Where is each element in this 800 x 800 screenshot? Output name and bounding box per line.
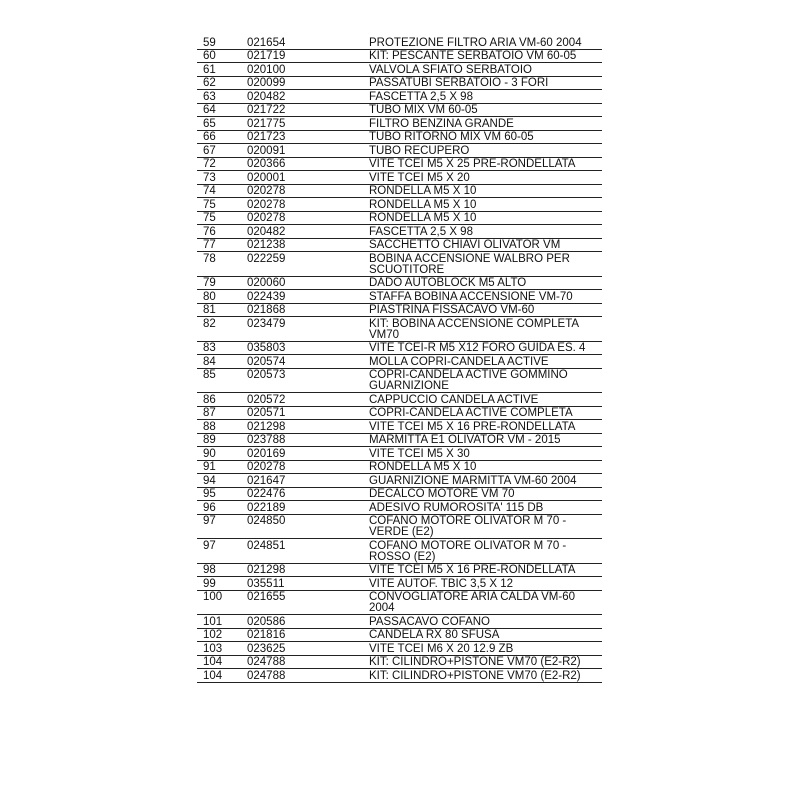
table-row: [197, 368, 602, 393]
table-row: [197, 577, 602, 591]
table-row: [197, 49, 602, 63]
part-description: RONDELLA M5 X 10: [365, 211, 602, 225]
part-description: FASCETTA 2,5 X 98: [365, 225, 602, 239]
part-number: 76: [197, 225, 245, 239]
part-description: KIT: PESCANTE SERBATOIO VM 60-05: [365, 49, 602, 63]
part-code: 020001: [245, 171, 365, 185]
table-row: [197, 184, 602, 198]
part-code: 024788: [245, 669, 365, 683]
table-row: [197, 144, 602, 158]
part-number: 94: [197, 474, 245, 488]
part-code: 020278: [245, 460, 365, 474]
part-number: 104: [197, 669, 245, 683]
part-code: 021655: [245, 590, 365, 615]
table-row: [197, 590, 602, 615]
part-number: 84: [197, 355, 245, 369]
part-number: 95: [197, 487, 245, 501]
part-description: PROTEZIONE FILTRO ARIA VM-60 2004: [365, 36, 602, 49]
part-number: 104: [197, 655, 245, 669]
part-number: 78: [197, 252, 245, 277]
part-code: 021816: [245, 628, 365, 642]
part-code: 021654: [245, 36, 365, 49]
parts-table-body: [197, 36, 602, 682]
part-number: 80: [197, 290, 245, 304]
part-description: KIT: CILINDRO+PISTONE VM70 (E2-R2): [365, 655, 602, 669]
part-code: 022189: [245, 501, 365, 515]
table-row: [197, 63, 602, 77]
part-number: 63: [197, 90, 245, 104]
part-number: 75: [197, 211, 245, 225]
part-description: RONDELLA M5 X 10: [365, 460, 602, 474]
part-code: 021298: [245, 420, 365, 434]
part-code: 035511: [245, 577, 365, 591]
part-number: 81: [197, 303, 245, 317]
part-number: 74: [197, 184, 245, 198]
part-code: 020482: [245, 225, 365, 239]
part-description: COPRI-CANDELA ACTIVE COMPLETA: [365, 406, 602, 420]
part-description: TUBO MIX VM 60-05: [365, 103, 602, 117]
part-code: 020060: [245, 276, 365, 290]
part-number: 103: [197, 642, 245, 656]
parts-table: [197, 36, 602, 683]
part-number: 96: [197, 501, 245, 515]
part-description: COPRI-CANDELA ACTIVE GOMMINO GUARNIZIONE: [365, 368, 602, 393]
part-description: PASSATUBI SERBATOIO - 3 FORI: [365, 76, 602, 90]
part-code: 023479: [245, 317, 365, 342]
part-description: VITE AUTOF. TBIC 3,5 X 12: [365, 577, 602, 591]
part-number: 72: [197, 157, 245, 171]
part-code: 022439: [245, 290, 365, 304]
part-code: 020099: [245, 76, 365, 90]
part-description: VITE TCEI M5 X 16 PRE-RONDELLATA: [365, 420, 602, 434]
part-description: COFANO MOTORE OLIVATOR M 70 - ROSSO (E2): [365, 539, 602, 564]
table-row: [197, 171, 602, 185]
part-description: PIASTRINA FISSACAVO VM-60: [365, 303, 602, 317]
part-number: 67: [197, 144, 245, 158]
part-description: CAPPUCCIO CANDELA ACTIVE: [365, 393, 602, 407]
part-code: 021298: [245, 563, 365, 577]
part-code: 021723: [245, 130, 365, 144]
part-description: VITE TCEI M6 X 20 12.9 ZB: [365, 642, 602, 656]
part-description: STAFFA BOBINA ACCENSIONE VM-70: [365, 290, 602, 304]
part-number: 83: [197, 341, 245, 355]
part-code: 022476: [245, 487, 365, 501]
part-number: 66: [197, 130, 245, 144]
table-row: [197, 90, 602, 104]
part-description: VITE TCEI-R M5 X12 FORO GUIDA ES. 4: [365, 341, 602, 355]
table-row: [197, 290, 602, 304]
part-number: 79: [197, 276, 245, 290]
part-code: 024850: [245, 514, 365, 539]
part-number: 61: [197, 63, 245, 77]
table-row: [197, 628, 602, 642]
part-description: VITE TCEI M5 X 16 PRE-RONDELLATA: [365, 563, 602, 577]
part-description: SACCHETTO CHIAVI OLIVATOR VM: [365, 238, 602, 252]
part-number: 97: [197, 514, 245, 539]
part-code: 020100: [245, 63, 365, 77]
table-row: [197, 317, 602, 342]
table-row: [197, 103, 602, 117]
table-row: [197, 276, 602, 290]
part-number: 100: [197, 590, 245, 615]
table-row: [197, 393, 602, 407]
part-number: 85: [197, 368, 245, 393]
table-row: [197, 211, 602, 225]
part-description: CONVOGLIATORE ARIA CALDA VM-60 2004: [365, 590, 602, 615]
part-description: ADESIVO RUMOROSITA' 115 DB: [365, 501, 602, 515]
table-row: [197, 487, 602, 501]
part-code: 020574: [245, 355, 365, 369]
part-code: 021719: [245, 49, 365, 63]
table-row: [197, 36, 602, 49]
table-row: [197, 669, 602, 683]
table-row: [197, 642, 602, 656]
part-code: 020366: [245, 157, 365, 171]
part-number: 99: [197, 577, 245, 591]
table-row: [197, 355, 602, 369]
part-code: 021775: [245, 117, 365, 131]
table-row: [197, 117, 602, 131]
table-row: [197, 501, 602, 515]
part-description: TUBO RITORNO MIX VM 60-05: [365, 130, 602, 144]
table-row: [197, 130, 602, 144]
part-number: 97: [197, 539, 245, 564]
part-description: TUBO RECUPERO: [365, 144, 602, 158]
table-row: [197, 420, 602, 434]
part-code: 023788: [245, 433, 365, 447]
table-row: [197, 341, 602, 355]
part-description: KIT: CILINDRO+PISTONE VM70 (E2-R2): [365, 669, 602, 683]
part-description: MARMITTA E1 OLIVATOR VM - 2015: [365, 433, 602, 447]
part-description: KIT: BOBINA ACCENSIONE COMPLETA VM70: [365, 317, 602, 342]
table-row: [197, 238, 602, 252]
part-number: 98: [197, 563, 245, 577]
part-code: 021238: [245, 238, 365, 252]
part-description: RONDELLA M5 X 10: [365, 184, 602, 198]
table-row: [197, 157, 602, 171]
table-row: [197, 447, 602, 461]
table-row: [197, 76, 602, 90]
part-code: 020571: [245, 406, 365, 420]
part-description: VALVOLA SFIATO SERBATOIO: [365, 63, 602, 77]
table-row: [197, 460, 602, 474]
part-description: FILTRO BENZINA GRANDE: [365, 117, 602, 131]
part-number: 82: [197, 317, 245, 342]
part-number: 101: [197, 615, 245, 629]
part-number: 87: [197, 406, 245, 420]
part-number: 102: [197, 628, 245, 642]
part-number: 91: [197, 460, 245, 474]
part-number: 89: [197, 433, 245, 447]
table-row: [197, 252, 602, 277]
part-code: 020278: [245, 211, 365, 225]
part-code: 022259: [245, 252, 365, 277]
table-row: [197, 563, 602, 577]
part-description: DECALCO MOTORE VM 70: [365, 487, 602, 501]
part-description: RONDELLA M5 X 10: [365, 198, 602, 212]
part-number: 65: [197, 117, 245, 131]
table-row: [197, 514, 602, 539]
part-code: 020091: [245, 144, 365, 158]
part-description: FASCETTA 2,5 X 98: [365, 90, 602, 104]
part-description: VITE TCEI M5 X 20: [365, 171, 602, 185]
table-row: [197, 303, 602, 317]
part-description: VITE TCEI M5 X 30: [365, 447, 602, 461]
part-number: 77: [197, 238, 245, 252]
part-code: 020586: [245, 615, 365, 629]
part-description: COFANO MOTORE OLIVATOR M 70 - VERDE (E2): [365, 514, 602, 539]
part-code: 035803: [245, 341, 365, 355]
part-number: 86: [197, 393, 245, 407]
part-description: DADO AUTOBLOCK M5 ALTO: [365, 276, 602, 290]
part-number: 75: [197, 198, 245, 212]
table-row: [197, 474, 602, 488]
part-code: 020482: [245, 90, 365, 104]
table-row: [197, 198, 602, 212]
table-row: [197, 615, 602, 629]
part-description: PASSACAVO COFANO: [365, 615, 602, 629]
part-code: 020573: [245, 368, 365, 393]
part-code: 024788: [245, 655, 365, 669]
part-description: MOLLA COPRI-CANDELA ACTIVE: [365, 355, 602, 369]
part-number: 59: [197, 36, 245, 49]
part-number: 64: [197, 103, 245, 117]
part-code: 021722: [245, 103, 365, 117]
part-code: 020169: [245, 447, 365, 461]
part-description: CANDELA RX 80 SFUSA: [365, 628, 602, 642]
part-code: 024851: [245, 539, 365, 564]
part-number: 62: [197, 76, 245, 90]
table-row: [197, 655, 602, 669]
table-row: [197, 406, 602, 420]
table-row: [197, 225, 602, 239]
part-code: 020278: [245, 184, 365, 198]
part-code: 020278: [245, 198, 365, 212]
part-code: 020572: [245, 393, 365, 407]
part-code: 021647: [245, 474, 365, 488]
part-number: 60: [197, 49, 245, 63]
table-row: [197, 433, 602, 447]
part-number: 73: [197, 171, 245, 185]
part-number: 90: [197, 447, 245, 461]
part-description: BOBINA ACCENSIONE WALBRO PER SCUOTITORE: [365, 252, 602, 277]
part-number: 88: [197, 420, 245, 434]
table-row: [197, 539, 602, 564]
part-code: 023625: [245, 642, 365, 656]
part-description: GUARNIZIONE MARMITTA VM-60 2004: [365, 474, 602, 488]
part-code: 021868: [245, 303, 365, 317]
part-description: VITE TCEI M5 X 25 PRE-RONDELLATA: [365, 157, 602, 171]
